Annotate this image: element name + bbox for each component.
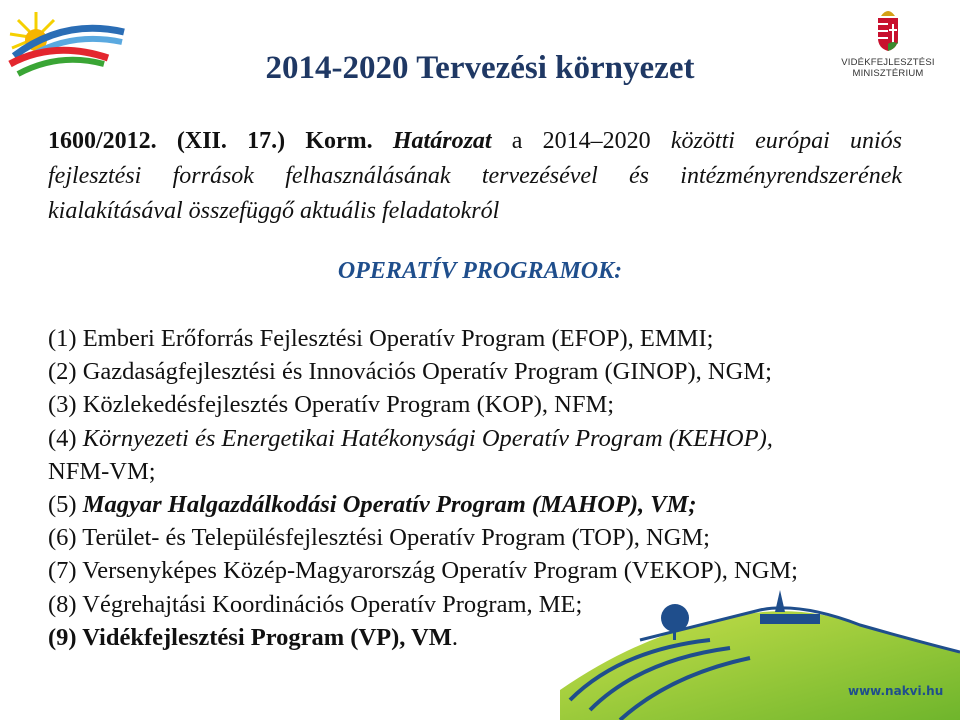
list-item (48, 488, 798, 521)
list-item (48, 422, 798, 455)
coat-of-arms-icon (873, 4, 903, 52)
list-item: (1) Emberi Erőforrás Fejlesztési Operatív Program (EFOP), EMMI; (48, 325, 714, 352)
intro-text: fejlesztési források felhasználásának tervezésével és intézményrendszerének (48, 163, 902, 189)
list-number: (4) (48, 424, 83, 452)
intro-text: közötti európai uniós (670, 128, 903, 154)
ministry-name-line2: MINISZTÉRIUM (852, 68, 924, 79)
list-item: (6) Terület- és Településfejlesztési Operatív Program (TOP), NGM; (48, 524, 710, 552)
intro-text: kialakításával összefüggő aktuális feladatokról (48, 198, 500, 224)
decree-type: Határozat (392, 128, 492, 154)
list-item: (7) Versenyképes Közép-Magyarország Operatív Program (VEKOP), NGM; (48, 557, 798, 585)
list-item: (8) Végrehajtási Koordinációs Operatív Program, ME; (48, 590, 583, 618)
decree-reference: 1600/2012. (XII. 17.) Korm. (48, 128, 373, 154)
list-text: Magyar Halgazdálkodási Operatív Program (MAHOP), VM; (82, 491, 697, 519)
intro-text: a 2014–2020 (491, 128, 671, 154)
list-item: (3) Közlekedésfejlesztés Operatív Program (KOP), NFM; (48, 391, 615, 419)
list-item: (2) Gazdaságfejlesztési és Innovációs Operatív Program (GINOP), NGM; (48, 358, 772, 386)
list-number: (5) (48, 491, 83, 519)
ministry-name-line1: VIDÉKFEJLESZTÉSI (841, 57, 935, 68)
list-text: (9) Vidékfejlesztési Program (VP), VM (48, 623, 452, 651)
list-item-continuation: NFM-VM; (48, 457, 156, 485)
slide-title: 2014-2020 Tervezési környezet (265, 50, 695, 86)
intro-paragraph (48, 124, 902, 229)
website-url: www.nakvi.hu (848, 684, 944, 698)
list-text: Környezeti és Energetikai Hatékonysági Operatív Program (KEHOP), (82, 424, 773, 452)
hill-landscape-illustration (560, 580, 960, 720)
programs-heading: OPERATÍV PROGRAMOK: (337, 258, 623, 284)
list-period: . (451, 623, 459, 651)
